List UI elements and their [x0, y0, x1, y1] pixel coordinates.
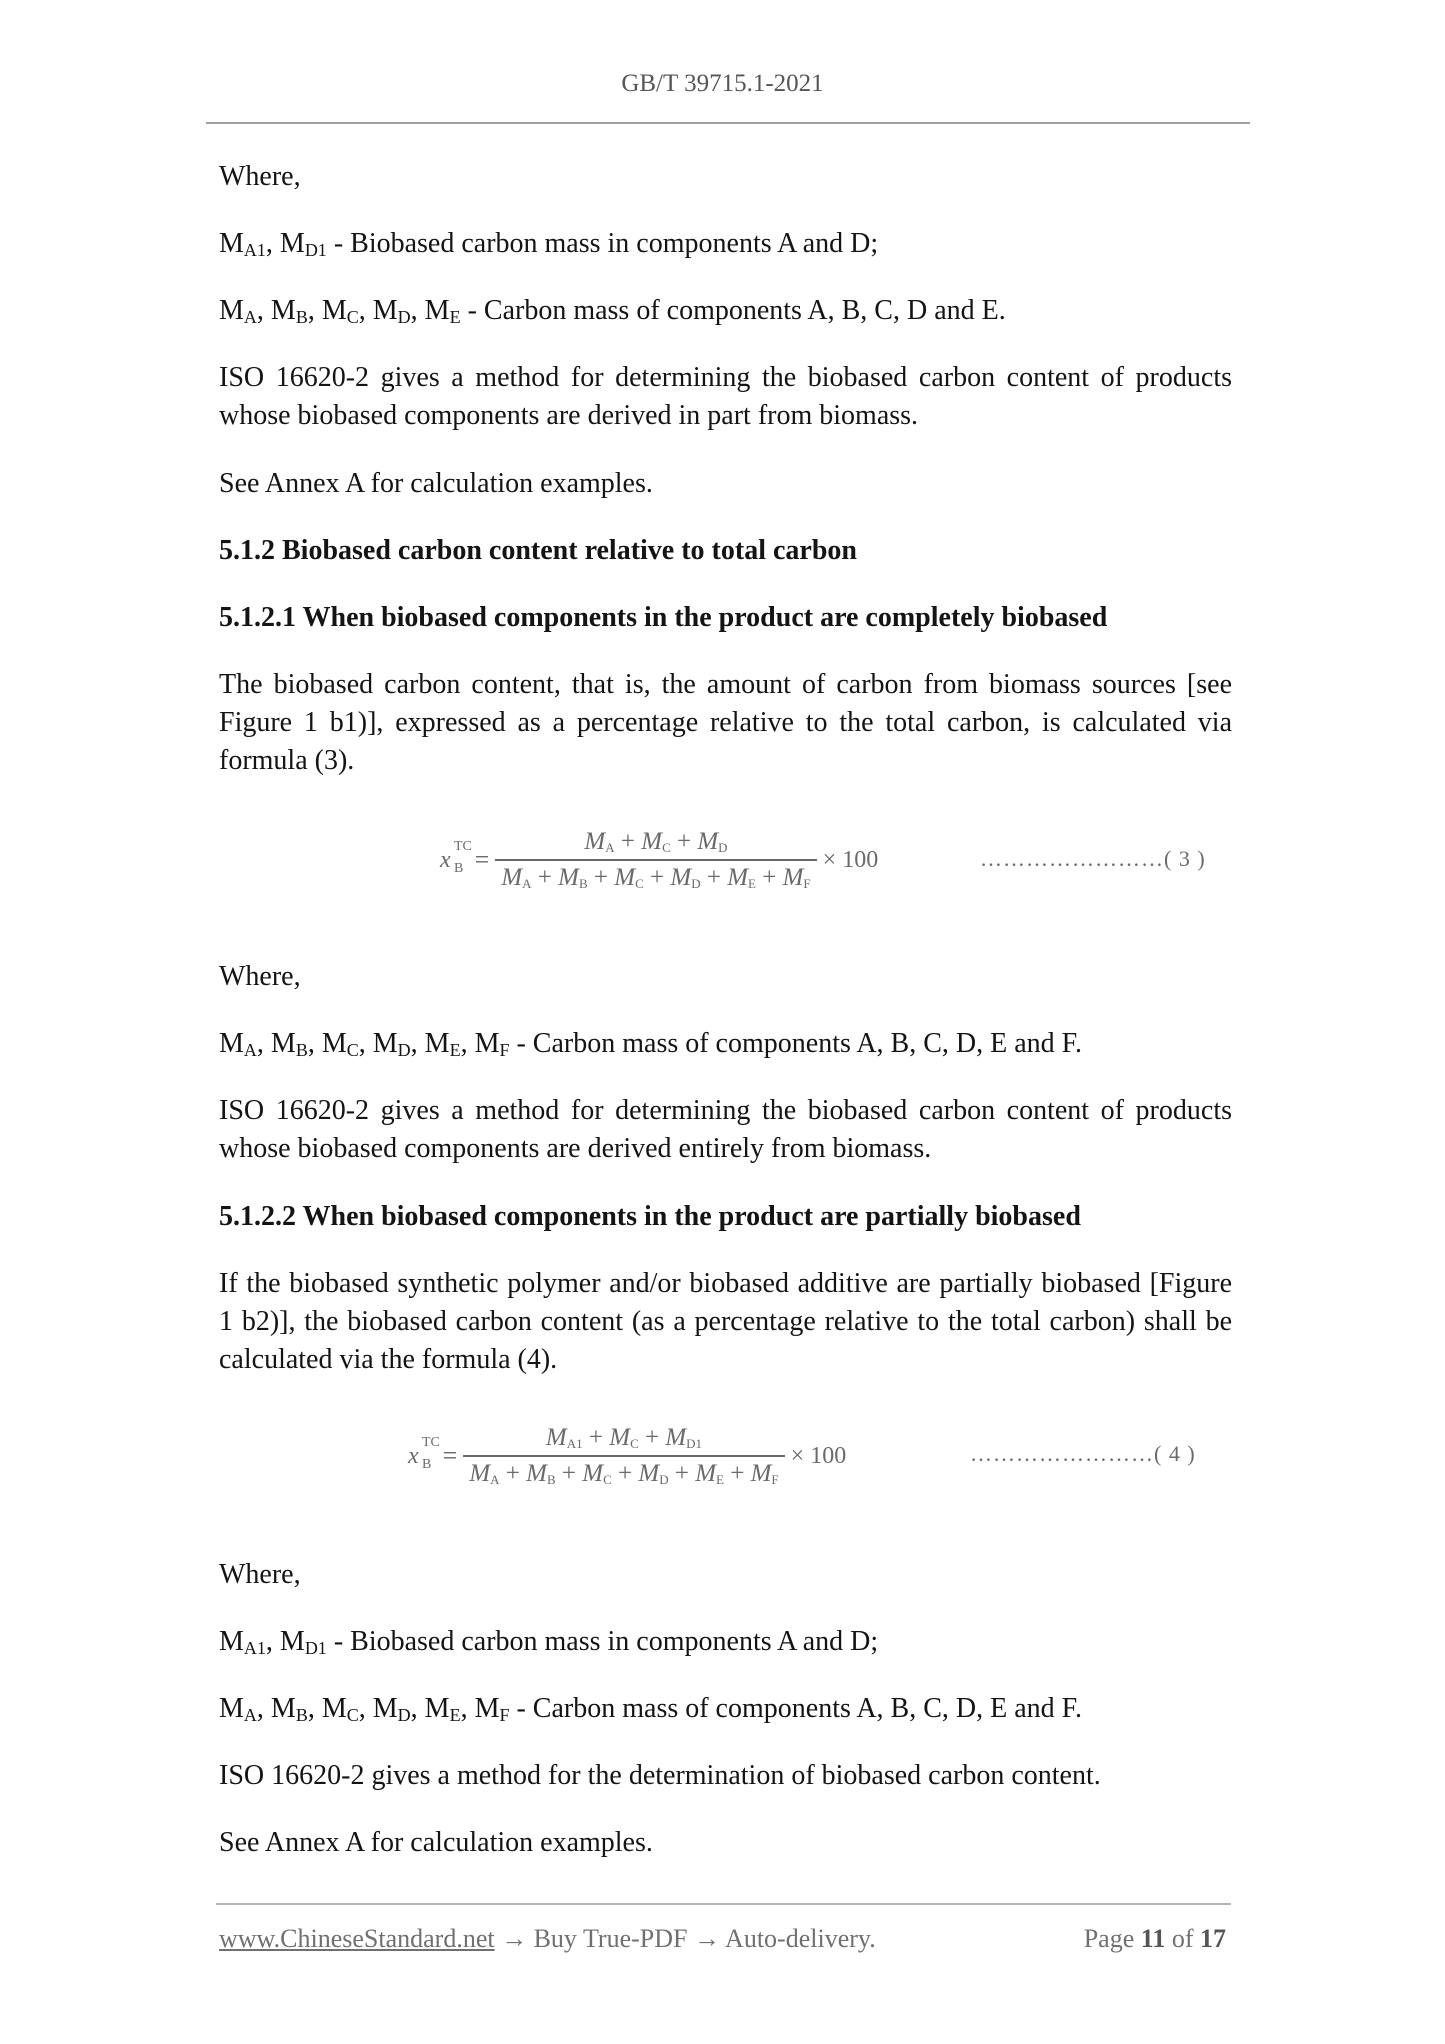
see-annex-1: See Annex A for calculation examples.	[219, 468, 653, 499]
page-indicator: Page 11 of 17	[1083, 1924, 1226, 1953]
page-current: 11	[1140, 1924, 1166, 1953]
see-annex-2: See Annex A for calculation examples.	[219, 1827, 653, 1858]
formula-4-lhs: x TC B	[408, 1434, 440, 1472]
paragraph-iso-part: ISO 16620-2 gives a method for determining the biobased carbon content of products whose biobased components are derived in part from biomass.	[219, 362, 1232, 431]
heading-5-1-2-1: 5.1.2.1 When biobased components in the product are completely biobased	[219, 602, 1108, 633]
formula-3-fraction: $\frac{M_A + M_C + M_D}{M_A + M_B + M_C + M_D + M_E + M_F}$	[495, 828, 816, 892]
where-label-2: Where,	[219, 961, 301, 992]
formula-4: x TC B = $\frac{M_{A1} + M_C + M_{D1}}{M_A + M_B + M_C + M_D + M_E + M_F}$ × 100	[408, 1424, 847, 1487]
formula-4-number: ……………………( 4 )	[970, 1441, 1196, 1466]
footer-promo	[219, 1924, 876, 1954]
formula-3: x TC B = $\frac{M_A + M_C + M_D}{M_A + M_B + M_C + M_D + M_E + M_F}$ × 100	[440, 828, 879, 891]
paragraph-iso-determination: ISO 16620-2 gives a method for the determination of biobased carbon content.	[219, 1760, 1101, 1791]
formula-3-number: ……………………( 3 )	[980, 846, 1206, 871]
footer-cta: → Buy True-PDF → Auto-delivery.	[494, 1924, 876, 1953]
definition-ma-me: $M_A$, $M_B$, $M_C$, $M_D$, $M_E$ - Carbon mass of components A, B, C, D and E.	[219, 295, 1006, 327]
footer-site-link[interactable]: www.ChineseStandard.net	[219, 1924, 495, 1953]
page-total: 17	[1200, 1924, 1226, 1953]
header-divider	[206, 122, 1250, 124]
footer-divider	[216, 1903, 1231, 1905]
paragraph-iso-entire: ISO 16620-2 gives a method for determining the biobased carbon content of products whose biobased components are derived entirely from biomass.	[219, 1095, 1232, 1164]
where-label-3: Where,	[219, 1559, 301, 1590]
definition-ma-mf-1: $M_A$, $M_B$, $M_C$, $M_D$, $M_E$, $M_F$ - Carbon mass of components A, B, C, D, E and F.	[219, 1028, 1082, 1060]
formula-4-fraction: $\frac{M_{A1} + M_C + M_{D1}}{M_A + M_B + M_C + M_D + M_E + M_F}$	[463, 1424, 784, 1488]
paragraph-5-1-2-2: If the biobased synthetic polymer and/or biobased additive are partially biobased [Figure 1 b2)], the biobased carbon content (as a percentage relative to the total carbon) shall be calculated via the formula (4).	[219, 1268, 1232, 1375]
definition-ma-mf-2: $M_A$, $M_B$, $M_C$, $M_D$, $M_E$, $M_F$ - Carbon mass of components A, B, C, D, E and F.	[219, 1693, 1082, 1725]
heading-5-1-2: 5.1.2 Biobased carbon content relative to total carbon	[219, 535, 857, 566]
paragraph-5-1-2-1: The biobased carbon content, that is, the amount of carbon from biomass sources [see Figure 1 b1)], expressed as a percentage relative to the total carbon, is calculated via formula (3).	[219, 669, 1232, 776]
definition-ma1-md1-1: $M_{A1}$, $M_{D1}$ - Biobased carbon mass in components A and D;	[219, 228, 879, 260]
formula-3-lhs: x TC B	[440, 838, 472, 876]
definition-ma1-md1-2: $M_{A1}$, $M_{D1}$ - Biobased carbon mass in components A and D;	[219, 1626, 879, 1658]
where-label-1: Where,	[219, 161, 301, 192]
page-header: GB/T 39715.1-2021	[621, 70, 824, 97]
heading-5-1-2-2: 5.1.2.2 When biobased components in the product are partially biobased	[219, 1201, 1081, 1232]
